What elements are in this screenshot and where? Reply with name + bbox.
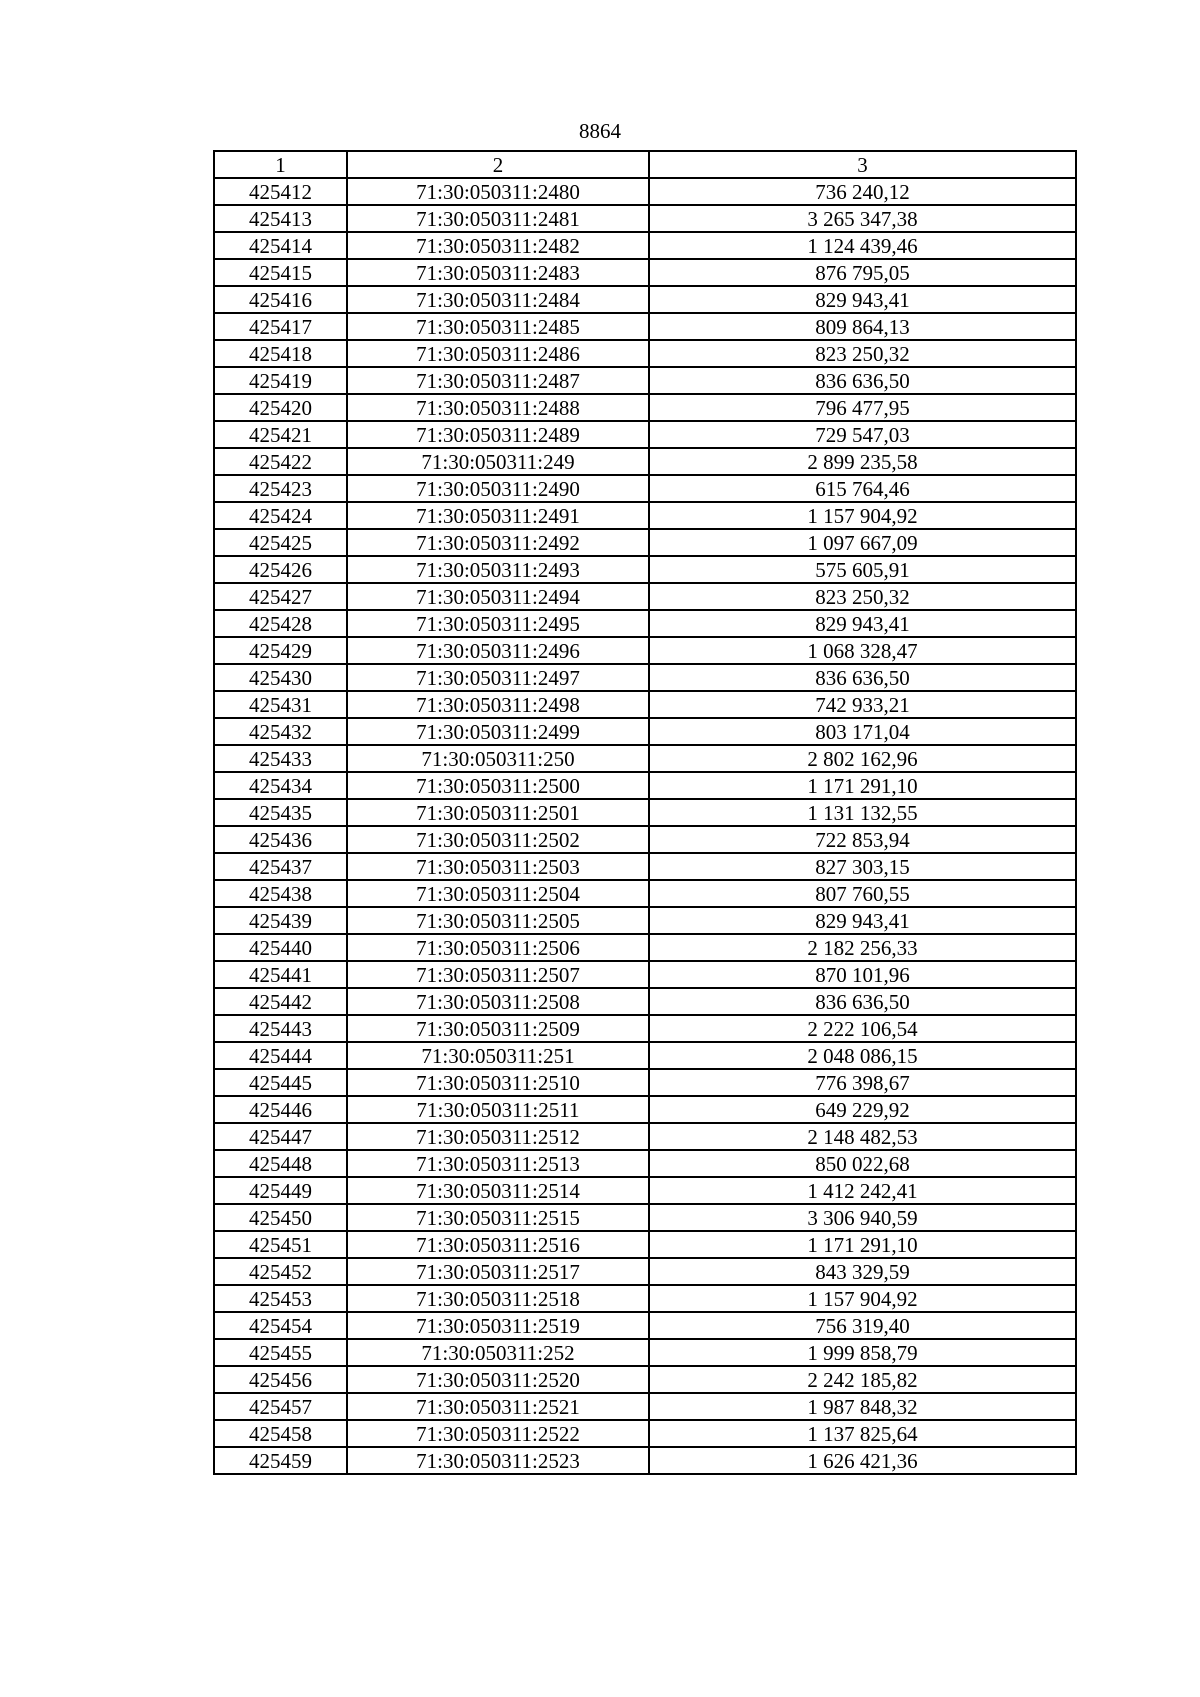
cadastral-number-cell: 71:30:050311:2495: [347, 610, 649, 637]
row-number-cell: 425439: [214, 907, 347, 934]
table-row: [214, 718, 1076, 745]
column-header-3: 3: [649, 151, 1076, 178]
table-row: [214, 313, 1076, 340]
table-row: [214, 232, 1076, 259]
cadastral-value-cell: 3 306 940,59: [649, 1204, 1076, 1231]
column-header-1: 1: [214, 151, 347, 178]
cadastral-number-cell: 71:30:050311:2512: [347, 1123, 649, 1150]
cadastral-number-cell: 71:30:050311:2513: [347, 1150, 649, 1177]
cadastral-value-cell: 3 265 347,38: [649, 205, 1076, 232]
cadastral-number-cell: 71:30:050311:2503: [347, 853, 649, 880]
row-number-cell: 425450: [214, 1204, 347, 1231]
cadastral-value-cell: 756 319,40: [649, 1312, 1076, 1339]
row-number-cell: 425452: [214, 1258, 347, 1285]
row-number-cell: 425427: [214, 583, 347, 610]
table-row: [214, 637, 1076, 664]
cadastral-value-cell: 836 636,50: [649, 664, 1076, 691]
table-row: [214, 1069, 1076, 1096]
cadastral-number-cell: 71:30:050311:251: [347, 1042, 649, 1069]
cadastral-number-cell: 71:30:050311:2521: [347, 1393, 649, 1420]
row-number-cell: 425436: [214, 826, 347, 853]
table-row: [214, 1204, 1076, 1231]
table-row: [214, 259, 1076, 286]
table-row: [214, 934, 1076, 961]
cadastral-number-cell: 71:30:050311:2518: [347, 1285, 649, 1312]
cadastral-number-cell: 71:30:050311:2506: [347, 934, 649, 961]
cadastral-value-cell: 1 137 825,64: [649, 1420, 1076, 1447]
table-row: [214, 1393, 1076, 1420]
cadastral-value-cell: 829 943,41: [649, 286, 1076, 313]
cadastral-number-cell: 71:30:050311:2482: [347, 232, 649, 259]
cadastral-value-cell: 2 242 185,82: [649, 1366, 1076, 1393]
cadastral-number-cell: 71:30:050311:2517: [347, 1258, 649, 1285]
cadastral-number-cell: 71:30:050311:250: [347, 745, 649, 772]
row-number-cell: 425424: [214, 502, 347, 529]
table-row: [214, 475, 1076, 502]
cadastral-value-cell: 2 048 086,15: [649, 1042, 1076, 1069]
row-number-cell: 425443: [214, 1015, 347, 1042]
table-row: [214, 1042, 1076, 1069]
row-number-cell: 425429: [214, 637, 347, 664]
table-row: [214, 1420, 1076, 1447]
cadastral-value-cell: 649 229,92: [649, 1096, 1076, 1123]
table-row: [214, 988, 1076, 1015]
table-row: [214, 583, 1076, 610]
cadastral-number-cell: 71:30:050311:249: [347, 448, 649, 475]
row-number-cell: 425455: [214, 1339, 347, 1366]
row-number-cell: 425413: [214, 205, 347, 232]
row-number-cell: 425423: [214, 475, 347, 502]
row-number-cell: 425425: [214, 529, 347, 556]
cadastral-value-cell: 1 171 291,10: [649, 1231, 1076, 1258]
cadastral-number-cell: 71:30:050311:2494: [347, 583, 649, 610]
cadastral-value-cell: 575 605,91: [649, 556, 1076, 583]
row-number-cell: 425449: [214, 1177, 347, 1204]
cadastral-value-cell: 1 131 132,55: [649, 799, 1076, 826]
cadastral-value-cell: 1 097 667,09: [649, 529, 1076, 556]
cadastral-value-cell: 1 157 904,92: [649, 1285, 1076, 1312]
table-row: [214, 1177, 1076, 1204]
cadastral-value-cell: 1 068 328,47: [649, 637, 1076, 664]
cadastral-number-cell: 71:30:050311:2522: [347, 1420, 649, 1447]
table-row: [214, 1312, 1076, 1339]
row-number-cell: 425412: [214, 178, 347, 205]
cadastral-number-cell: 71:30:050311:2499: [347, 718, 649, 745]
table-row: [214, 556, 1076, 583]
row-number-cell: 425454: [214, 1312, 347, 1339]
cadastral-number-cell: 71:30:050311:2496: [347, 637, 649, 664]
row-number-cell: 425428: [214, 610, 347, 637]
table-row: [214, 853, 1076, 880]
cadastral-value-cell: 829 943,41: [649, 907, 1076, 934]
row-number-cell: 425433: [214, 745, 347, 772]
table-row: [214, 1285, 1076, 1312]
row-number-cell: 425430: [214, 664, 347, 691]
row-number-cell: 425458: [214, 1420, 347, 1447]
table-row: [214, 367, 1076, 394]
cadastral-number-cell: 71:30:050311:2493: [347, 556, 649, 583]
table-row: [214, 1150, 1076, 1177]
cadastral-number-cell: 71:30:050311:2488: [347, 394, 649, 421]
table-row: [214, 1096, 1076, 1123]
cadastral-value-cell: 843 329,59: [649, 1258, 1076, 1285]
cadastral-number-cell: 71:30:050311:2516: [347, 1231, 649, 1258]
cadastral-value-cell: 776 398,67: [649, 1069, 1076, 1096]
cadastral-number-cell: 71:30:050311:2492: [347, 529, 649, 556]
table-row: [214, 1015, 1076, 1042]
cadastral-number-cell: 71:30:050311:2498: [347, 691, 649, 718]
cadastral-value-cell: 796 477,95: [649, 394, 1076, 421]
table-row: [214, 529, 1076, 556]
table-row: [214, 1123, 1076, 1150]
cadastral-value-cell: 2 148 482,53: [649, 1123, 1076, 1150]
cadastral-value-cell: 829 943,41: [649, 610, 1076, 637]
cadastral-value-cell: 1 999 858,79: [649, 1339, 1076, 1366]
row-number-cell: 425457: [214, 1393, 347, 1420]
cadastral-value-cell: 836 636,50: [649, 367, 1076, 394]
table-row: [214, 286, 1076, 313]
table-row: [214, 205, 1076, 232]
row-number-cell: 425448: [214, 1150, 347, 1177]
cadastral-value-table: [213, 150, 1077, 1475]
cadastral-value-cell: 2 222 106,54: [649, 1015, 1076, 1042]
row-number-cell: 425426: [214, 556, 347, 583]
row-number-cell: 425414: [214, 232, 347, 259]
cadastral-value-cell: 850 022,68: [649, 1150, 1076, 1177]
row-number-cell: 425437: [214, 853, 347, 880]
cadastral-value-cell: 742 933,21: [649, 691, 1076, 718]
cadastral-value-cell: 1 626 421,36: [649, 1447, 1076, 1474]
cadastral-number-cell: 71:30:050311:2508: [347, 988, 649, 1015]
row-number-cell: 425418: [214, 340, 347, 367]
cadastral-value-cell: 722 853,94: [649, 826, 1076, 853]
cadastral-value-cell: 803 171,04: [649, 718, 1076, 745]
cadastral-value-cell: 1 987 848,32: [649, 1393, 1076, 1420]
cadastral-number-cell: 71:30:050311:2520: [347, 1366, 649, 1393]
row-number-cell: 425431: [214, 691, 347, 718]
row-number-cell: 425451: [214, 1231, 347, 1258]
table-row: [214, 1231, 1076, 1258]
cadastral-number-cell: 71:30:050311:2501: [347, 799, 649, 826]
row-number-cell: 425440: [214, 934, 347, 961]
cadastral-number-cell: 71:30:050311:2507: [347, 961, 649, 988]
table-row: [214, 448, 1076, 475]
cadastral-number-cell: 71:30:050311:2519: [347, 1312, 649, 1339]
cadastral-value-cell: 870 101,96: [649, 961, 1076, 988]
table-row: [214, 691, 1076, 718]
row-number-cell: 425456: [214, 1366, 347, 1393]
table-row: [214, 178, 1076, 205]
cadastral-number-cell: 71:30:050311:2487: [347, 367, 649, 394]
cadastral-value-cell: 736 240,12: [649, 178, 1076, 205]
row-number-cell: 425415: [214, 259, 347, 286]
cadastral-number-cell: 71:30:050311:2500: [347, 772, 649, 799]
cadastral-number-cell: 71:30:050311:2490: [347, 475, 649, 502]
table-row: [214, 421, 1076, 448]
row-number-cell: 425432: [214, 718, 347, 745]
table-row: [214, 907, 1076, 934]
row-number-cell: 425445: [214, 1069, 347, 1096]
cadastral-number-cell: 71:30:050311:2497: [347, 664, 649, 691]
cadastral-number-cell: 71:30:050311:2486: [347, 340, 649, 367]
table-row: [214, 1339, 1076, 1366]
column-header-2: 2: [347, 151, 649, 178]
cadastral-value-cell: 1 157 904,92: [649, 502, 1076, 529]
row-number-cell: 425438: [214, 880, 347, 907]
cadastral-number-cell: 71:30:050311:2514: [347, 1177, 649, 1204]
cadastral-value-cell: 823 250,32: [649, 340, 1076, 367]
row-number-cell: 425441: [214, 961, 347, 988]
row-number-cell: 425447: [214, 1123, 347, 1150]
row-number-cell: 425419: [214, 367, 347, 394]
row-number-cell: 425416: [214, 286, 347, 313]
cadastral-value-cell: 807 760,55: [649, 880, 1076, 907]
row-number-cell: 425459: [214, 1447, 347, 1474]
row-number-cell: 425444: [214, 1042, 347, 1069]
table-row: [214, 1447, 1076, 1474]
table-row: [214, 772, 1076, 799]
cadastral-value-cell: 1 171 291,10: [649, 772, 1076, 799]
row-number-cell: 425446: [214, 1096, 347, 1123]
row-number-cell: 425453: [214, 1285, 347, 1312]
table-row: [214, 1258, 1076, 1285]
cadastral-number-cell: 71:30:050311:2481: [347, 205, 649, 232]
table-body: [214, 151, 1076, 1474]
cadastral-number-cell: 71:30:050311:2509: [347, 1015, 649, 1042]
cadastral-value-cell: 1 124 439,46: [649, 232, 1076, 259]
cadastral-value-cell: 615 764,46: [649, 475, 1076, 502]
table-row: [214, 1366, 1076, 1393]
cadastral-value-cell: 2 182 256,33: [649, 934, 1076, 961]
table-row: [214, 826, 1076, 853]
cadastral-number-cell: 71:30:050311:2485: [347, 313, 649, 340]
cadastral-value-cell: 2 899 235,58: [649, 448, 1076, 475]
table-row: [214, 340, 1076, 367]
row-number-cell: 425434: [214, 772, 347, 799]
cadastral-number-cell: 71:30:050311:2480: [347, 178, 649, 205]
row-number-cell: 425420: [214, 394, 347, 421]
table-row: [214, 610, 1076, 637]
cadastral-number-cell: 71:30:050311:2511: [347, 1096, 649, 1123]
row-number-cell: 425422: [214, 448, 347, 475]
cadastral-value-cell: 729 547,03: [649, 421, 1076, 448]
row-number-cell: 425421: [214, 421, 347, 448]
cadastral-value-cell: 836 636,50: [649, 988, 1076, 1015]
cadastral-number-cell: 71:30:050311:2505: [347, 907, 649, 934]
table-row: [214, 394, 1076, 421]
table-row: [214, 664, 1076, 691]
table-row: [214, 502, 1076, 529]
row-number-cell: 425435: [214, 799, 347, 826]
cadastral-number-cell: 71:30:050311:2502: [347, 826, 649, 853]
cadastral-number-cell: 71:30:050311:2491: [347, 502, 649, 529]
table-row: [214, 745, 1076, 772]
cadastral-number-cell: 71:30:050311:2515: [347, 1204, 649, 1231]
row-number-cell: 425442: [214, 988, 347, 1015]
table-row: [214, 880, 1076, 907]
cadastral-number-cell: 71:30:050311:2510: [347, 1069, 649, 1096]
cadastral-number-cell: 71:30:050311:2504: [347, 880, 649, 907]
cadastral-number-cell: 71:30:050311:2483: [347, 259, 649, 286]
cadastral-value-cell: 823 250,32: [649, 583, 1076, 610]
table-row: [214, 961, 1076, 988]
row-number-cell: 425417: [214, 313, 347, 340]
cadastral-number-cell: 71:30:050311:2484: [347, 286, 649, 313]
cadastral-value-cell: 2 802 162,96: [649, 745, 1076, 772]
cadastral-value-cell: 1 412 242,41: [649, 1177, 1076, 1204]
cadastral-value-cell: 827 303,15: [649, 853, 1076, 880]
cadastral-value-cell: 876 795,05: [649, 259, 1076, 286]
page-number: 8864: [579, 119, 621, 143]
table-header-row: [214, 151, 1076, 178]
cadastral-number-cell: 71:30:050311:2523: [347, 1447, 649, 1474]
cadastral-number-cell: 71:30:050311:2489: [347, 421, 649, 448]
cadastral-value-cell: 809 864,13: [649, 313, 1076, 340]
cadastral-number-cell: 71:30:050311:252: [347, 1339, 649, 1366]
table-row: [214, 799, 1076, 826]
